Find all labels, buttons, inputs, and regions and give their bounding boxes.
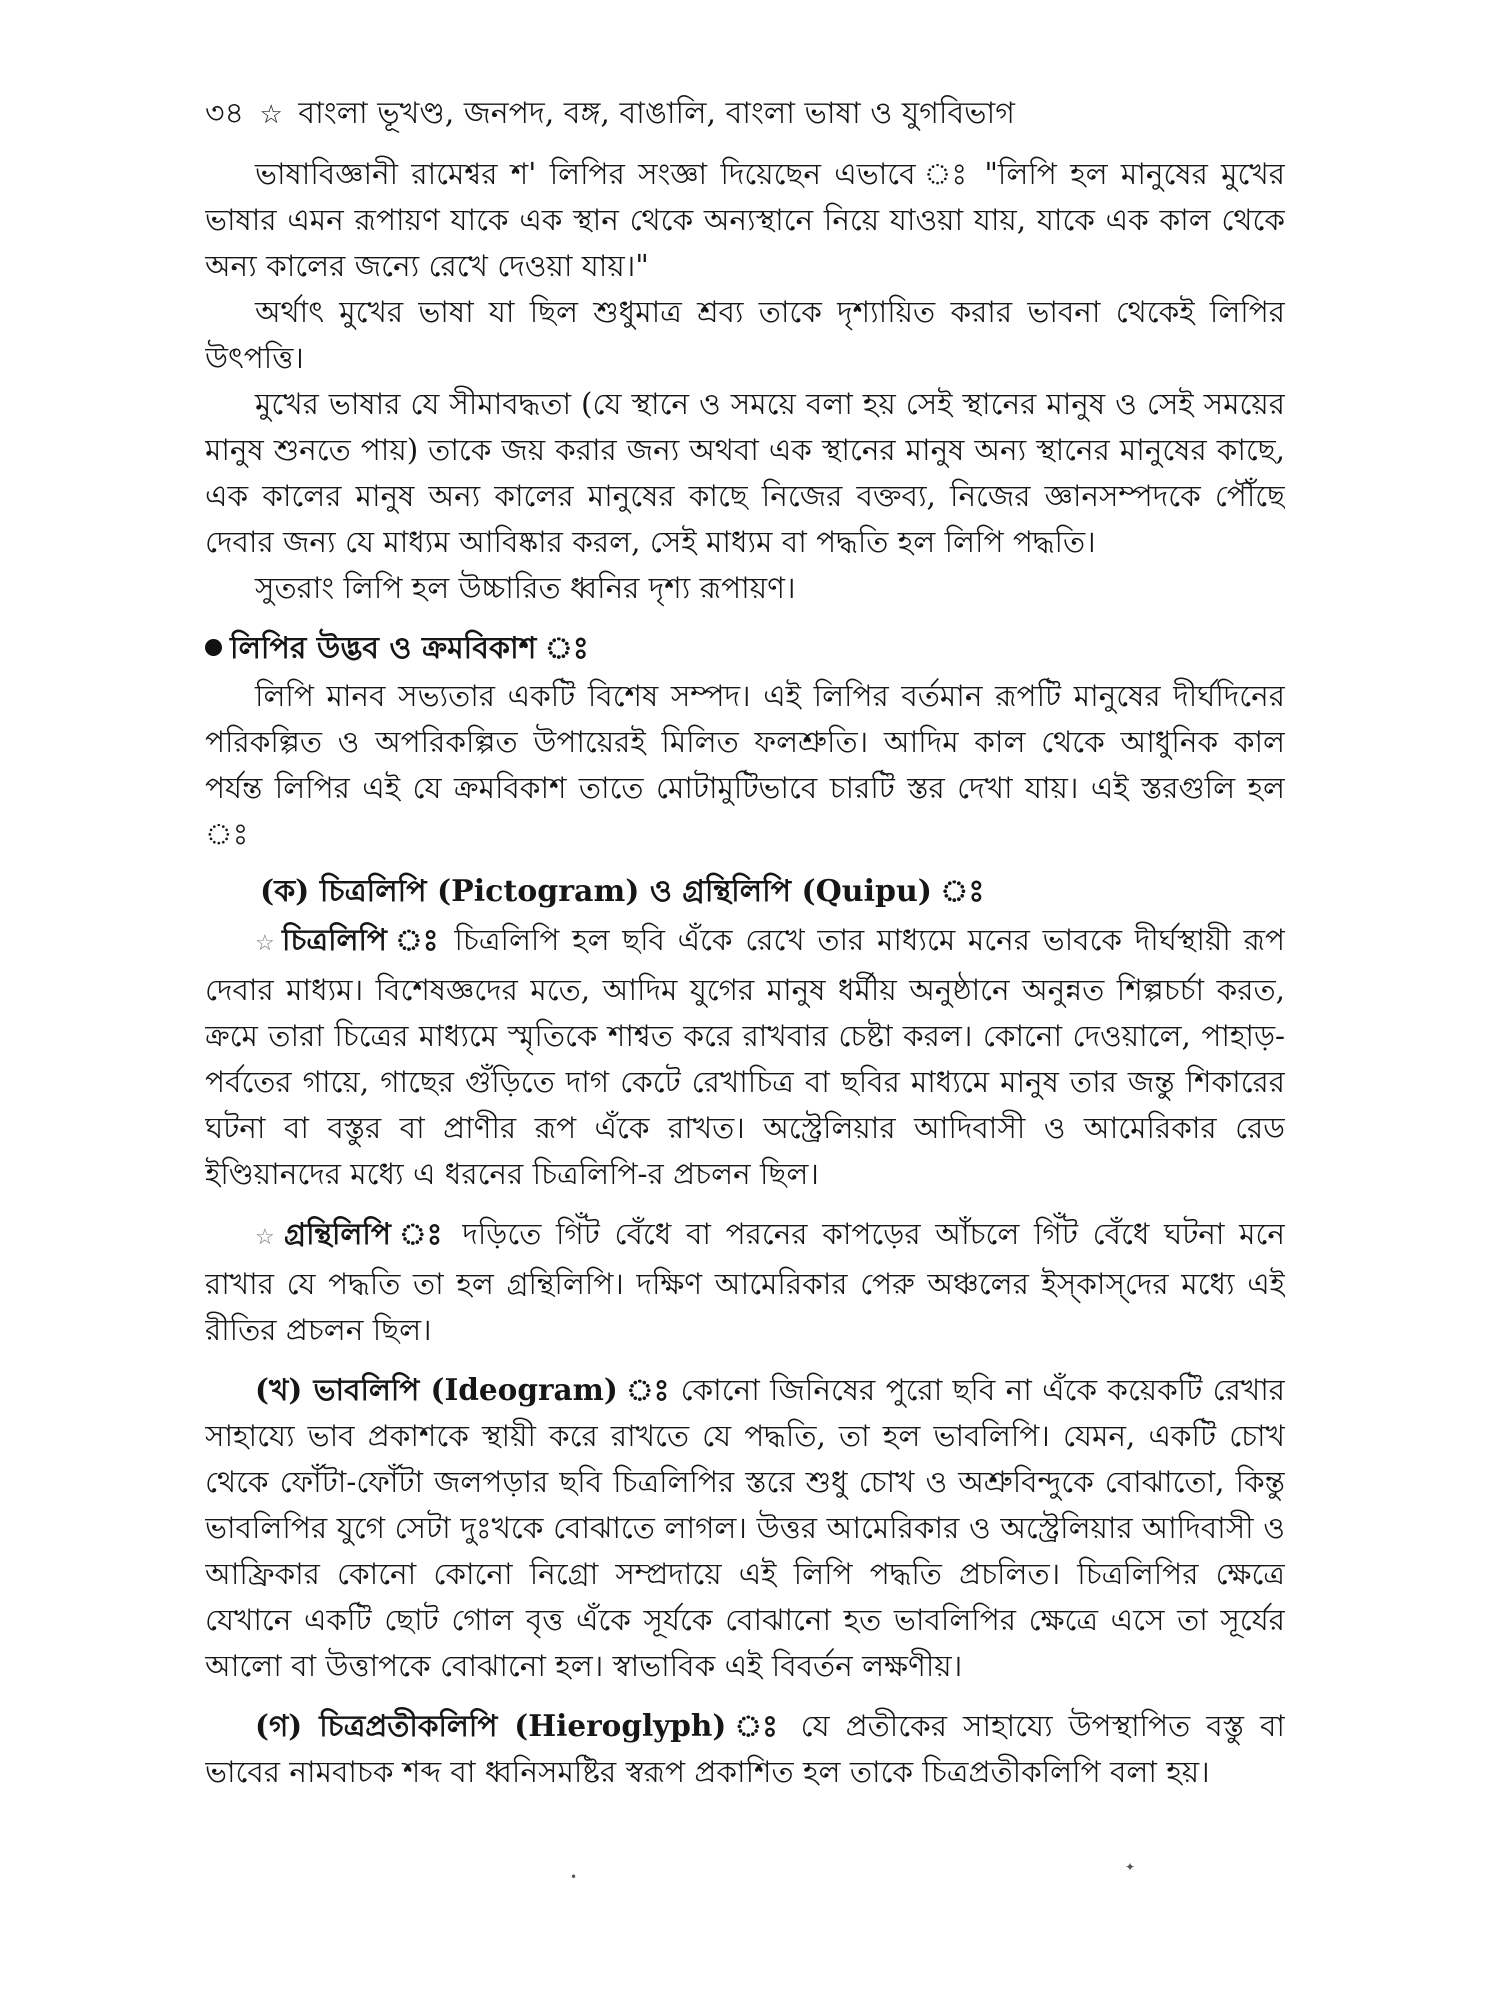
star-icon: ☆: [259, 100, 283, 130]
scan-speck: •: [570, 1870, 578, 1884]
paragraph-pictogram: [205, 917, 1285, 1197]
star-icon: ☆: [255, 1225, 281, 1250]
section-intro: লিপি মানব সভ্যতার একটি বিশেষ সম্পদ। এই লিপির বর্তমান রূপটি মানুষের দীর্ঘদিনের পরিকল্পিত ও অপরিকল্পিত উপায়েরই মিলিত ফলশ্রুতি। আদিম কাল থেকে আধুনিক কাল পর্যন্ত লিপির এই যে ক্রমবিকাশ তাতে মোটামুটিভাবে চারটি স্তর দেখা যায়। এই স্তরগুলি হল ঃ: [205, 679, 1285, 851]
subsection-heading-ga: (গ) চিত্রপ্রতীকলিপি (Hieroglyph) ঃ: [255, 1708, 785, 1743]
bullet-icon: [205, 639, 222, 656]
section-title: লিপির উদ্ভব ও ক্রমবিকাশ ঃ: [230, 631, 589, 666]
quipu-text: দড়িতে গিঁট বেঁধে বা পরনের কাপড়ের আঁচলে গিঁট বেঁধে ঘটনা মনে রাখার যে পদ্ধতি তা হল গ্রন্থিলিপি। দক্ষিণ আমেরিকার পেরু অঞ্চলের ইস্‌কাস্‌দের মধ্যে এই রীতির প্রচলন ছিল।: [205, 1217, 1285, 1347]
paragraph-limitation: মুখের ভাষার যে সীমাবদ্ধতা (যে স্থানে ও সময়ে বলা হয় সেই স্থানের মানুষ ও সেই সময়ের মানুষ শুনতে পায়) তাকে জয় করার জন্য অথবা এক স্থানের মানুষ অন্য স্থানের মানুষের কাছে, এক কালের মানুষ অন্য কালের মানুষের কাছে নিজের বক্তব্য, নিজের জ্ঞানসম্পদকে পৌঁছে দেবার জন্য যে মাধ্যম আবিষ্কার করল, সেই মাধ্যম বা পদ্ধতি হল লিপি পদ্ধতি।: [205, 387, 1285, 559]
hieroglyph-text: যে প্রতীকের সাহায্যে উপস্থাপিত বস্তু বা ভাবের নামবাচক শব্দ বা ধ্বনিসমষ্টির স্বরূপ প্রকাশিত হল তাকে চিত্রপ্রতীকলিপি বলা হয়।: [205, 1709, 1285, 1789]
page-number: ৩৪: [205, 96, 244, 131]
scan-speck: ✦: [1125, 1860, 1136, 1874]
subsection-heading-kha: (খ) ভাবলিপি (Ideogram) ঃ: [255, 1372, 671, 1407]
paragraph-conclusion: সুতরাং লিপি হল উচ্চারিত ধ্বনির দৃশ্য রূপায়ণ।: [255, 571, 796, 605]
running-header: [205, 92, 1285, 137]
paragraph-definition: ভাষাবিজ্ঞানী রামেশ্বর শ' লিপির সংজ্ঞা দিয়েছেন এভাবে ঃ "লিপি হল মানুষের মুখের ভাষার এমন রূপায়ণ যাকে এক স্থান থেকে অন্যস্থানে নিয়ে যাওয়া যায়, যাকে এক কাল থেকে অন্য কালের জন্যে রেখে দেওয়া যায়।": [205, 157, 1285, 283]
ideogram-text: কোনো জিনিষের পুরো ছবি না এঁকে কয়েকটি রেখার সাহায্যে ভাব প্রকাশকে স্থায়ী করে রাখতে যে পদ্ধতি, তা হল ভাবলিপি। যেমন, একটি চোখ থেকে ফোঁটা-ফোঁটা জলপড়ার ছবি চিত্রলিপির স্তরে শুধু চোখ ও অশ্রুবিন্দুকে বোঝাতো, কিন্তু ভাবলিপির যুগে সেটা দুঃখকে বোঝাতে লাগল। উত্তর আমেরিকার ও অস্ট্রেলিয়ার আদিবাসী ও আফ্রিকার কোনো কোনো নিগ্রো সম্প্রদায়ে এই লিপি পদ্ধতি প্রচলিত। চিত্রলিপির ক্ষেত্রে যেখানে একটি ছোট গোল বৃত্ত এঁকে সূর্যকে বোঝানো হত ভাবলিপির ক্ষেত্রে এসে তা সূর্যের আলো বা উত্তাপকে বোঝানো হল। স্বাভাবিক এই বিবর্তন লক্ষণীয়।: [205, 1373, 1285, 1683]
pictogram-label: চিত্রলিপি ঃ: [282, 922, 442, 957]
paragraph-ideogram: [205, 1367, 1285, 1689]
subsection-heading-ka: (ক) চিত্রলিপি (Pictogram) ও গ্রন্থিলিপি (Quipu) ঃ: [260, 874, 985, 909]
book-page: [205, 92, 1285, 1912]
paragraph-origin: অর্থাৎ মুখের ভাষা যা ছিল শুধুমাত্র শ্রব্য তাকে দৃশ্যায়িত করার ভাবনা থেকেই লিপির উৎপত্তি।: [205, 295, 1285, 375]
section-heading: [205, 625, 1285, 673]
header-title: বাংলা ভূখণ্ড, জনপদ, বঙ্গ, বাঙালি, বাংলা ভাষা ও যুগবিভাগ: [298, 96, 1015, 131]
paragraph-hieroglyph: [205, 1703, 1285, 1795]
pictogram-text: চিত্রলিপি হল ছবি এঁকে রেখে তার মাধ্যমে মনের ভাবকে দীর্ঘস্থায়ী রূপ দেবার মাধ্যম। বিশেষজ্ঞদের মতে, আদিম যুগের মানুষ ধর্মীয় অনুষ্ঠানে অনুন্নত শিল্পচর্চা করত, ক্রমে তারা চিত্রের মাধ্যমে স্মৃতিকে শাশ্বত করে রাখবার চেষ্টা করল। কোনো দেওয়ালে, পাহাড়-পর্বতের গায়ে, গাছের গুঁড়িতে দাগ কেটে রেখাচিত্র বা ছবির মাধ্যমে মানুষ তার জন্তু শিকারের ঘটনা বা বস্তুর বা প্রাণীর রূপ এঁকে রাখত। অস্ট্রেলিয়ার আদিবাসী ও আমেরিকার রেড ইণ্ডিয়ানদের মধ্যে এ ধরনের চিত্রলিপি-র প্রচলন ছিল।: [205, 923, 1285, 1191]
star-icon: ☆: [255, 931, 279, 956]
quipu-label: গ্রন্থিলিপি ঃ: [284, 1216, 448, 1251]
paragraph-quipu: [205, 1211, 1285, 1353]
